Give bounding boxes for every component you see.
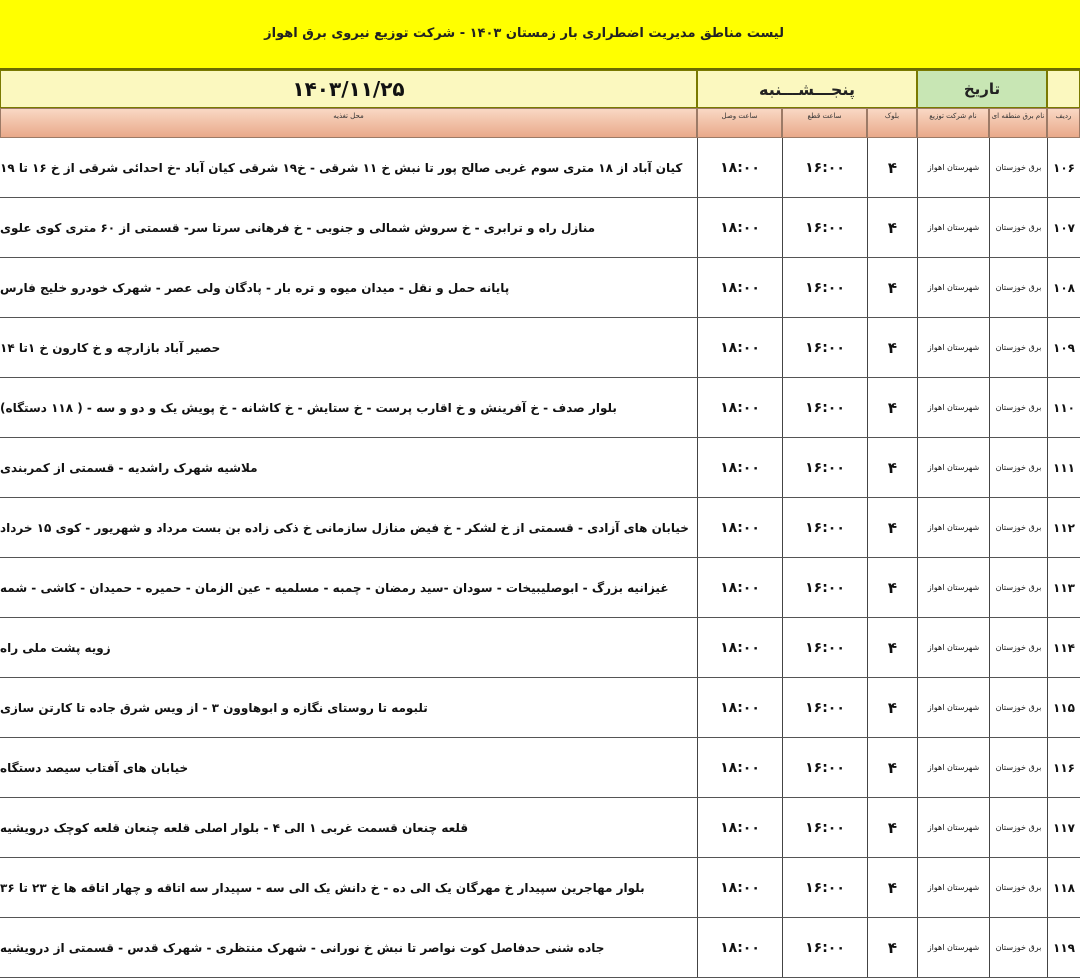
area-cell: برق خوزستان: [989, 318, 1047, 377]
block-cell: ۴: [867, 738, 917, 797]
column-header-connect-time: ساعت وصل: [697, 108, 782, 138]
table-row: [0, 558, 1080, 618]
connect-time-cell: ۱۸:۰۰: [697, 318, 782, 377]
connect-time-cell: ۱۸:۰۰: [697, 858, 782, 917]
area-cell: برق خوزستان: [989, 558, 1047, 617]
column-header-cut-time: ساعت قطع: [782, 108, 867, 138]
column-header-area: نام برق منطقه ای: [989, 108, 1047, 138]
location-cell: قلعه چنعان قسمت غربی ۱ الی ۴ - بلوار اصلی قلعه چنعان قلعه کوچک درویشیه: [0, 820, 469, 835]
cut-time-cell: ۱۶:۰۰: [782, 258, 867, 317]
area-cell: برق خوزستان: [989, 138, 1047, 197]
connect-time-cell: ۱۸:۰۰: [697, 738, 782, 797]
location-cell: بلوار صدف - خ آفرینش و خ اقارب پرست - خ ستایش - خ کاشانه - خ پویش یک و دو و سه - ( ۱۱۸ دستگاه): [0, 400, 617, 415]
company-cell: شهرستان اهواز: [917, 498, 989, 557]
row-number-cell: ۱۱۳: [1047, 558, 1080, 617]
row-number-cell: ۱۱۴: [1047, 618, 1080, 677]
location-cell: جاده شنی حدفاصل کوت نواصر تا نبش خ نورانی - شهرک منتظری - شهرک قدس - قسمتی از درویشیه: [0, 940, 605, 955]
company-cell: شهرستان اهواز: [917, 618, 989, 677]
area-cell: برق خوزستان: [989, 378, 1047, 437]
block-cell: ۴: [867, 618, 917, 677]
day-name: پنجـــشـــنبه: [697, 70, 917, 108]
connect-time-cell: ۱۸:۰۰: [697, 618, 782, 677]
company-cell: شهرستان اهواز: [917, 918, 989, 977]
row-number-cell: ۱۱۲: [1047, 498, 1080, 557]
company-cell: شهرستان اهواز: [917, 438, 989, 497]
cut-time-cell: ۱۶:۰۰: [782, 798, 867, 857]
table-row: [0, 438, 1080, 498]
row-number-cell: ۱۱۵: [1047, 678, 1080, 737]
row-number-cell: ۱۱۱: [1047, 438, 1080, 497]
document-title: لیست مناطق مدیریت اضطراری بار زمستان ۱۴۰۳ - شرکت توزیع نیروی برق اهواز: [264, 26, 784, 41]
table-row: [0, 918, 1080, 978]
area-cell: برق خوزستان: [989, 498, 1047, 557]
table-row: [0, 378, 1080, 438]
location-cell: منازل راه و ترابری - خ سروش شمالی و جنوبی - خ فرهانی سرتا سر- قسمتی از ۶۰ متری کوی علوی: [0, 220, 596, 235]
table-row: [0, 138, 1080, 198]
location-cell: ملاشیه شهرک راشدیه - قسمتی از کمربندی: [0, 460, 258, 475]
row-number-cell: ۱۰۷: [1047, 198, 1080, 257]
cut-time-cell: ۱۶:۰۰: [782, 738, 867, 797]
cut-time-cell: ۱۶:۰۰: [782, 438, 867, 497]
company-cell: شهرستان اهواز: [917, 378, 989, 437]
area-cell: برق خوزستان: [989, 918, 1047, 977]
title-bar: [0, 0, 1080, 70]
block-cell: ۴: [867, 918, 917, 977]
cut-time-cell: ۱۶:۰۰: [782, 858, 867, 917]
cut-time-cell: ۱۶:۰۰: [782, 198, 867, 257]
block-cell: ۴: [867, 498, 917, 557]
location-cell: بلوار مهاجرین سپیدار خ مهرگان یک الی ده - خ دانش یک الی سه - سپیدار سه اتاقه و چهار اتاقه ها خ ۲۳ تا ۳۶: [0, 880, 645, 895]
area-cell: برق خوزستان: [989, 258, 1047, 317]
connect-time-cell: ۱۸:۰۰: [697, 438, 782, 497]
area-cell: برق خوزستان: [989, 678, 1047, 737]
cut-time-cell: ۱۶:۰۰: [782, 618, 867, 677]
table-row: [0, 618, 1080, 678]
connect-time-cell: ۱۸:۰۰: [697, 258, 782, 317]
row-number-cell: ۱۱۶: [1047, 738, 1080, 797]
company-cell: شهرستان اهواز: [917, 258, 989, 317]
company-cell: شهرستان اهواز: [917, 138, 989, 197]
block-cell: ۴: [867, 198, 917, 257]
column-header-row-number: ردیف: [1047, 108, 1080, 138]
location-cell: حصیر آباد بازارچه و خ کارون خ ۱تا ۱۴: [0, 340, 221, 355]
location-cell: خیابان های آزادی - قسمتی از خ لشکر - خ فیض منازل سازمانی خ ذکی زاده بن بست مرداد و شهریور - کوی ۱۵ خرداد: [0, 520, 689, 535]
date-value: ۱۴۰۳/۱۱/۲۵: [0, 70, 697, 108]
location-cell: پایانه حمل و نقل - میدان میوه و تره بار - پادگان ولی عصر - شهرک خودرو خلیج فارس: [0, 280, 510, 295]
connect-time-cell: ۱۸:۰۰: [697, 198, 782, 257]
row-number-cell: ۱۱۷: [1047, 798, 1080, 857]
table-row: [0, 318, 1080, 378]
row-number-cell: ۱۰۸: [1047, 258, 1080, 317]
company-cell: شهرستان اهواز: [917, 858, 989, 917]
block-cell: ۴: [867, 798, 917, 857]
connect-time-cell: ۱۸:۰۰: [697, 678, 782, 737]
connect-time-cell: ۱۸:۰۰: [697, 138, 782, 197]
location-cell: کیان آباد از ۱۸ متری سوم غربی صالح پور تا نبش خ ۱۱ شرقی - خ۱۹ شرقی کیان آباد -خ احدائی شرقی از خ ۱۶ تا ۱۹: [0, 160, 683, 175]
location-cell: تلبومه تا روستای نگازه و ابوهاوون ۳ - از ویس شرق جاده تا کارتن سازی: [0, 700, 428, 715]
date-label: تاریخ: [917, 70, 1047, 108]
block-cell: ۴: [867, 258, 917, 317]
table-row: [0, 198, 1080, 258]
column-header-location: محل تغذیه: [0, 108, 697, 138]
area-cell: برق خوزستان: [989, 858, 1047, 917]
connect-time-cell: ۱۸:۰۰: [697, 798, 782, 857]
area-cell: برق خوزستان: [989, 798, 1047, 857]
table-row: [0, 678, 1080, 738]
table-row: [0, 858, 1080, 918]
area-cell: برق خوزستان: [989, 738, 1047, 797]
column-header-block: بلوک: [867, 108, 917, 138]
table-row: [0, 498, 1080, 558]
location-cell: غیزانیه بزرگ - ابوصلیبیخات - سودان -سید رمضان - چمبه - مسلمیه - عین الزمان - حمیره - حمیدان - کاشی - شمه: [0, 580, 669, 595]
table-row: [0, 258, 1080, 318]
cut-time-cell: ۱۶:۰۰: [782, 378, 867, 437]
cut-time-cell: ۱۶:۰۰: [782, 498, 867, 557]
row-number-cell: ۱۰۹: [1047, 318, 1080, 377]
block-cell: ۴: [867, 858, 917, 917]
row-number-cell: ۱۰۶: [1047, 138, 1080, 197]
block-cell: ۴: [867, 138, 917, 197]
company-cell: شهرستان اهواز: [917, 798, 989, 857]
table-row: [0, 798, 1080, 858]
row-number-cell: ۱۱۸: [1047, 858, 1080, 917]
row-number-cell: ۱۱۹: [1047, 918, 1080, 977]
row-number-cell: ۱۱۰: [1047, 378, 1080, 437]
area-cell: برق خوزستان: [989, 198, 1047, 257]
company-cell: شهرستان اهواز: [917, 738, 989, 797]
location-cell: خیابان های آفتاب سیصد دستگاه: [0, 760, 189, 775]
connect-time-cell: ۱۸:۰۰: [697, 498, 782, 557]
cut-time-cell: ۱۶:۰۰: [782, 558, 867, 617]
block-cell: ۴: [867, 318, 917, 377]
cut-time-cell: ۱۶:۰۰: [782, 318, 867, 377]
cut-time-cell: ۱۶:۰۰: [782, 678, 867, 737]
company-cell: شهرستان اهواز: [917, 558, 989, 617]
company-cell: شهرستان اهواز: [917, 318, 989, 377]
area-cell: برق خوزستان: [989, 618, 1047, 677]
block-cell: ۴: [867, 378, 917, 437]
cut-time-cell: ۱۶:۰۰: [782, 918, 867, 977]
connect-time-cell: ۱۸:۰۰: [697, 558, 782, 617]
connect-time-cell: ۱۸:۰۰: [697, 378, 782, 437]
location-cell: زویه پشت ملی راه: [0, 640, 111, 655]
corner-cell: [1047, 70, 1080, 108]
table-row: [0, 738, 1080, 798]
company-cell: شهرستان اهواز: [917, 198, 989, 257]
block-cell: ۴: [867, 558, 917, 617]
connect-time-cell: ۱۸:۰۰: [697, 918, 782, 977]
column-header-company: نام شرکت توزیع: [917, 108, 989, 138]
block-cell: ۴: [867, 438, 917, 497]
area-cell: برق خوزستان: [989, 438, 1047, 497]
company-cell: شهرستان اهواز: [917, 678, 989, 737]
block-cell: ۴: [867, 678, 917, 737]
cut-time-cell: ۱۶:۰۰: [782, 138, 867, 197]
